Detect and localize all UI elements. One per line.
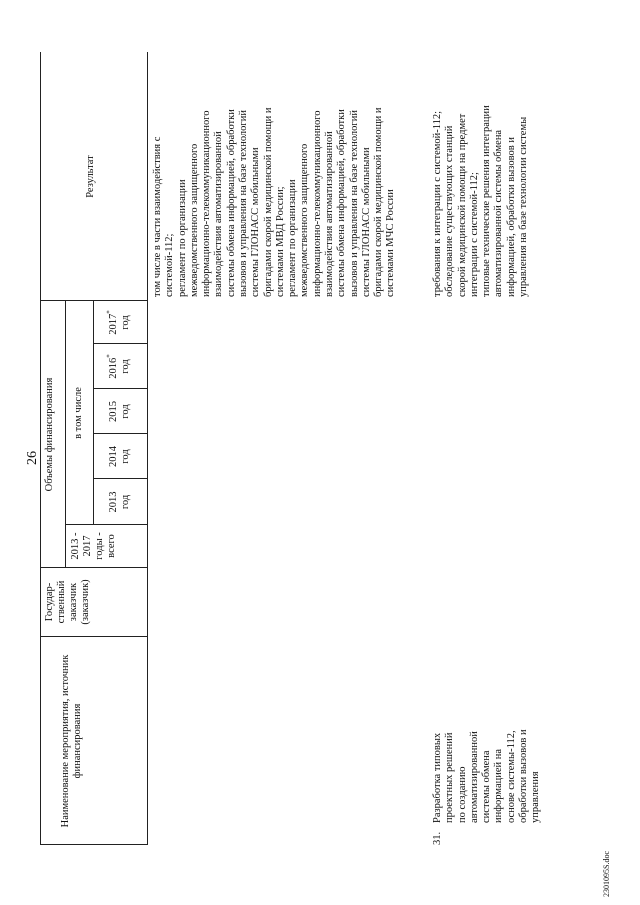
row-31-name-line: обработки вызовов и: [517, 729, 529, 823]
continued-result-line: системы ГЛОНАСС мобильными: [250, 147, 262, 297]
year-unit: год: [120, 494, 132, 510]
footnote-mark: *: [105, 354, 114, 358]
continued-result-line: регламент по организации: [287, 179, 299, 297]
row-31-result-line: информацией, обработки вызовов и: [505, 137, 517, 297]
footer-filename: 2301095S.doc: [602, 851, 611, 897]
year-unit: год: [120, 449, 132, 464]
header-year-2013: [108, 479, 132, 525]
continued-result-line: том числе в части взаимодействия с: [152, 136, 163, 297]
year-label: 2016: [108, 357, 119, 379]
year-unit: год: [120, 404, 132, 419]
row-31-name-line: системы обмена: [481, 750, 493, 823]
year-unit: год: [120, 315, 132, 330]
row-31-name-line: проектных решений: [444, 732, 456, 823]
row-31-result-line: скорой медицинской помощи на предмет: [456, 113, 468, 297]
header-year-2017: [105, 301, 132, 344]
continued-result-text: [152, 47, 398, 297]
continued-result-line: системами МЧС России: [385, 189, 397, 297]
header-year-2014: [108, 434, 132, 479]
header-bottom-border: [147, 52, 148, 845]
year-label: 2013: [108, 491, 119, 513]
header-result-column: Результат: [85, 155, 96, 198]
continued-result-line: взаимодействия автоматизированной: [323, 131, 335, 297]
continued-result-line: вызовов и управления на базе технологий: [237, 110, 249, 297]
row-31-result-line: типовые технические решения интеграции: [481, 105, 493, 297]
row-31-result-line: обследование существующих станций: [444, 125, 456, 297]
continued-result-line: бригадами скорой медицинской помощи и: [262, 107, 274, 297]
continued-result-line: взаимодействия автоматизированной: [213, 131, 225, 297]
row-31-result: [432, 47, 530, 297]
year-label: 2017: [108, 313, 119, 335]
continued-result-line: системы обмена информацией, обработки: [225, 109, 237, 297]
row-31-number: 31.: [432, 831, 443, 845]
continued-result-line: системами МВД России;: [274, 186, 286, 297]
row-31-name-line: основе системы-112,: [505, 730, 517, 823]
row-31-name-line: Разработка типовых: [432, 732, 443, 823]
year-label: 2014: [108, 446, 119, 467]
col-border-left: [40, 844, 147, 845]
continued-result-line: системой-112;: [164, 233, 176, 297]
header-year-2016: [105, 344, 132, 389]
row-31-result-line: управления на базе технологии системы: [517, 116, 529, 297]
row-31-name: [432, 639, 543, 823]
row-31-result-line: требования к интеграции с системой-112;: [432, 110, 443, 297]
row-31-name-line: управления: [530, 771, 542, 823]
in-including-underline: [93, 301, 94, 525]
row-31-result-line: интеграции с системой-112;: [468, 172, 480, 297]
header-year-2015: [108, 389, 132, 434]
continued-result-line: межведомственного защищенного: [188, 143, 200, 297]
continued-result-line: информационно-телекоммуникационного: [311, 110, 323, 297]
continued-result-line: системы обмена информацией, обработки: [336, 109, 348, 297]
footnote-mark: *: [105, 310, 114, 314]
continued-result-line: системы ГЛОНАСС мобильными: [360, 147, 372, 297]
header-including: в том числе: [73, 387, 84, 439]
header-total-column: 2013 - 2017 годы - всего: [70, 532, 118, 560]
continued-result-line: информационно-телекоммуникационного: [201, 110, 213, 297]
continued-result-line: вызовов и управления на базе технологий: [348, 110, 360, 297]
continued-result-line: межведомственного защищенного: [299, 143, 311, 297]
row-31-name-line: по созданию: [456, 766, 468, 823]
row-31-name-line: автоматизированной: [468, 731, 480, 823]
header-funding-group: Объемы финансирования: [44, 377, 55, 492]
header-name-column: Наименование мероприятия, источник финансирования: [60, 654, 84, 828]
page-number: 26: [25, 451, 40, 465]
header-customer-column: Государ- ственный заказчик (заказчик): [44, 579, 92, 625]
row-31-name-line: информацией на: [493, 748, 505, 823]
continued-result-line: бригадами скорой медицинской помощи и: [373, 107, 385, 297]
row-31-result-line: автоматизированной системы обмена: [493, 129, 505, 297]
year-label: 2015: [108, 401, 119, 422]
continued-result-line: регламент по организации: [176, 179, 188, 297]
funding-group-underline: [65, 301, 66, 568]
table-top-border: [40, 52, 41, 845]
year-unit: год: [120, 359, 132, 374]
col-border-name-customer: [40, 636, 147, 637]
